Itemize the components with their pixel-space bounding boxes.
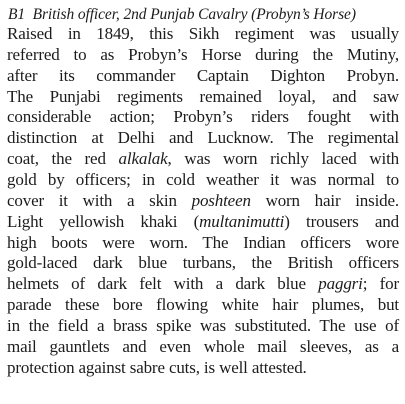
body-line (7, 66, 399, 86)
body-line (7, 295, 399, 315)
text-run: gold-laced dark blue turbans, the British officers (7, 253, 399, 273)
body-line (7, 107, 399, 127)
body-line (7, 212, 399, 232)
text-run: protection against sabre cuts, is well attested. (7, 357, 307, 377)
body-line (7, 316, 399, 336)
text-run: The Punjabi regiments remained loyal, and saw (7, 86, 399, 106)
body-line (7, 87, 399, 107)
text-run: Light yellowish khaki ( (7, 211, 200, 231)
body-line (7, 170, 399, 190)
body-line (7, 337, 399, 357)
text-run: parade these bore flowing white hair plumes, but (7, 295, 399, 315)
text-run: gold by officers; in cold weather it was normal to (7, 169, 399, 189)
text-run: coat, the red (7, 149, 119, 169)
text-run: worn hair inside. (250, 190, 400, 210)
plate-number: B1 (8, 6, 26, 23)
text-run: mail gauntlets and even whole mail sleeves, as a (7, 336, 399, 356)
text-run: cover it with a skin (7, 190, 192, 210)
text-run: Raised in 1849, this Sikh regiment was usually (7, 24, 399, 43)
body-line (7, 45, 399, 65)
text-run: helmets of dark felt with a dark blue (7, 274, 319, 294)
italic-term: paggri (318, 274, 363, 294)
body-line (7, 274, 399, 294)
text-run: after its commander Captain Dighton Probyn. (7, 65, 399, 85)
body-line (7, 233, 399, 253)
body-line (7, 149, 399, 169)
text-run: referred to as Probyn’s Horse during the Mutiny, (7, 44, 399, 64)
text-run: ) trousers and (284, 211, 399, 231)
cropped-next-line (12, 396, 302, 404)
text-run: ; for (362, 274, 399, 294)
body-line (7, 191, 399, 211)
body-line (7, 358, 399, 378)
plate-title: British officer, 2nd Punjab Cavalry (Probyn’s Horse) (32, 6, 356, 23)
text-run: distinction at Delhi and Lucknow. The regimental (7, 128, 399, 148)
body-line (7, 128, 399, 148)
italic-term: poshteen (191, 190, 251, 210)
plate-caption (8, 6, 356, 24)
body-line (7, 24, 399, 44)
body-line (7, 253, 399, 273)
text-run: high boots were worn. The Indian officers wore (7, 232, 399, 252)
italic-term: alkalak (118, 149, 168, 169)
text-run: in the field a brass spike was substituted. The use of (7, 315, 399, 335)
italic-term: multanimutti (199, 211, 285, 231)
text-run: considerable action; Probyn’s riders fought with (7, 107, 399, 127)
text-run: , was worn richly laced with (167, 149, 399, 169)
